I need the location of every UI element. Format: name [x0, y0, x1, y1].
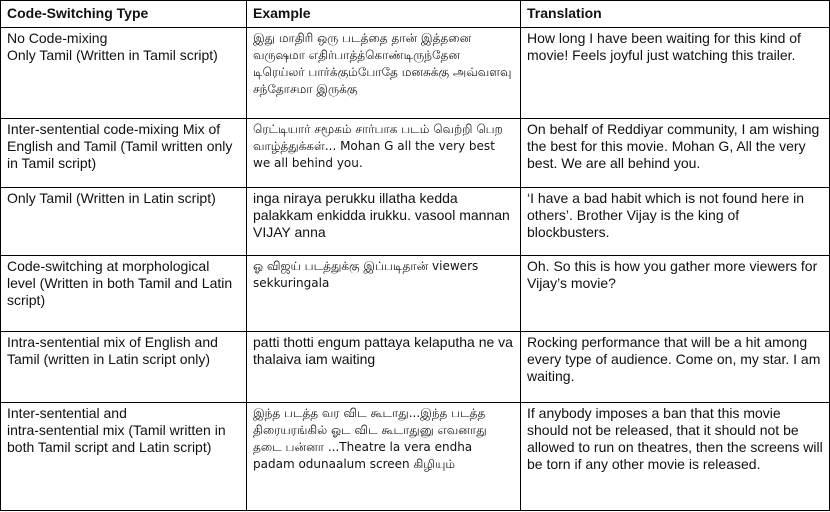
type-cell — [1, 255, 247, 331]
translation-cell: Oh. So this is how you gather more viewers for Vijay’s movie? — [521, 255, 830, 331]
table-row — [1, 28, 830, 119]
example-cell: ரெட்டியார் சமூகம் சார்பாக படம் வெற்றி பெற வாழ்த்துக்கள்... Mohan G all the very best we all behind you. — [247, 118, 521, 188]
table-row — [1, 188, 830, 255]
type-line: Code-switching at morphological level (Written in both Tamil and Latin script) — [7, 257, 233, 308]
type-line: Only Tamil (Written in Tamil script) — [7, 47, 218, 63]
type-cell — [1, 118, 247, 188]
type-line: Only Tamil (Written in Latin script) — [7, 190, 216, 207]
translation-cell: Rocking performance that will be a hit among every type of audience. Come on, my star. I am waiting. — [521, 331, 830, 403]
example-cell: ஓ விஜய் படத்துக்கு இப்படிதான் viewers sekkuringala — [247, 255, 521, 331]
example-cell: inga niraya perukku illatha kedda palakkam enkidda irukku. vasool mannan VIJAY anna — [247, 188, 521, 255]
example-cell: இது மாதிரி ஒரு படத்தை தான் இத்தனை வருஷமா எதிர்பாத்த்கொண்டிருந்தேன டிரெய்லர் பார்க்கும்போதே மனசுக்கு அவ்வளவு சந்தோசமா இருக்கு — [247, 28, 521, 119]
header-translation: Translation — [521, 1, 830, 28]
header-example: Example — [247, 1, 521, 28]
translation-cell: On behalf of Reddiyar community, I am wishing the best for this movie. Mohan G, All the very best. We are all behind you. — [521, 118, 830, 188]
type-line: No Code-mixing — [7, 30, 108, 46]
header-code-switching-type: Code-Switching Type — [1, 1, 247, 28]
table-row — [1, 331, 830, 403]
example-cell: patti thotti engum pattaya kelaputha ne va thalaiva iam waiting — [247, 331, 521, 403]
translation-cell: ‘I have a bad habit which is not found here in others’. Brother Vijay is the king of blockbusters. — [521, 188, 830, 255]
type-line: Intra-sentential mix of English and Tamil (written in Latin script only) — [7, 333, 218, 367]
header-row — [1, 1, 830, 28]
type-line: Inter-sentential and — [7, 405, 127, 422]
table-body — [1, 28, 830, 511]
type-cell — [1, 188, 247, 255]
table-row — [1, 403, 830, 511]
type-cell — [1, 403, 247, 511]
type-cell — [1, 28, 247, 119]
table-header — [1, 1, 830, 28]
example-cell: இந்த படத்த வர விட கூடாது...இந்த படத்த திரையரங்கில் ஓட விட கூடாதுனு எவனாது தடை பன்னா ...Theatre la vera endha padam odunaalum screen கிழியும் — [247, 403, 521, 511]
table-row — [1, 118, 830, 188]
translation-cell: If anybody imposes a ban that this movie should not be released, that it should not be allowed to run on theatres, then the screens will be torn if any other movie is released. — [521, 403, 830, 511]
table-row — [1, 255, 830, 331]
type-line: Inter-sentential code-mixing Mix of English and Tamil (Tamil written only in Tamil script) — [7, 120, 233, 171]
translation-cell: How long I have been waiting for this kind of movie! Feels joyful just watching this trailer. — [521, 28, 830, 119]
type-line: intra-sentential mix (Tamil written in both Tamil script and Latin script) — [7, 422, 226, 456]
type-cell — [1, 331, 247, 403]
